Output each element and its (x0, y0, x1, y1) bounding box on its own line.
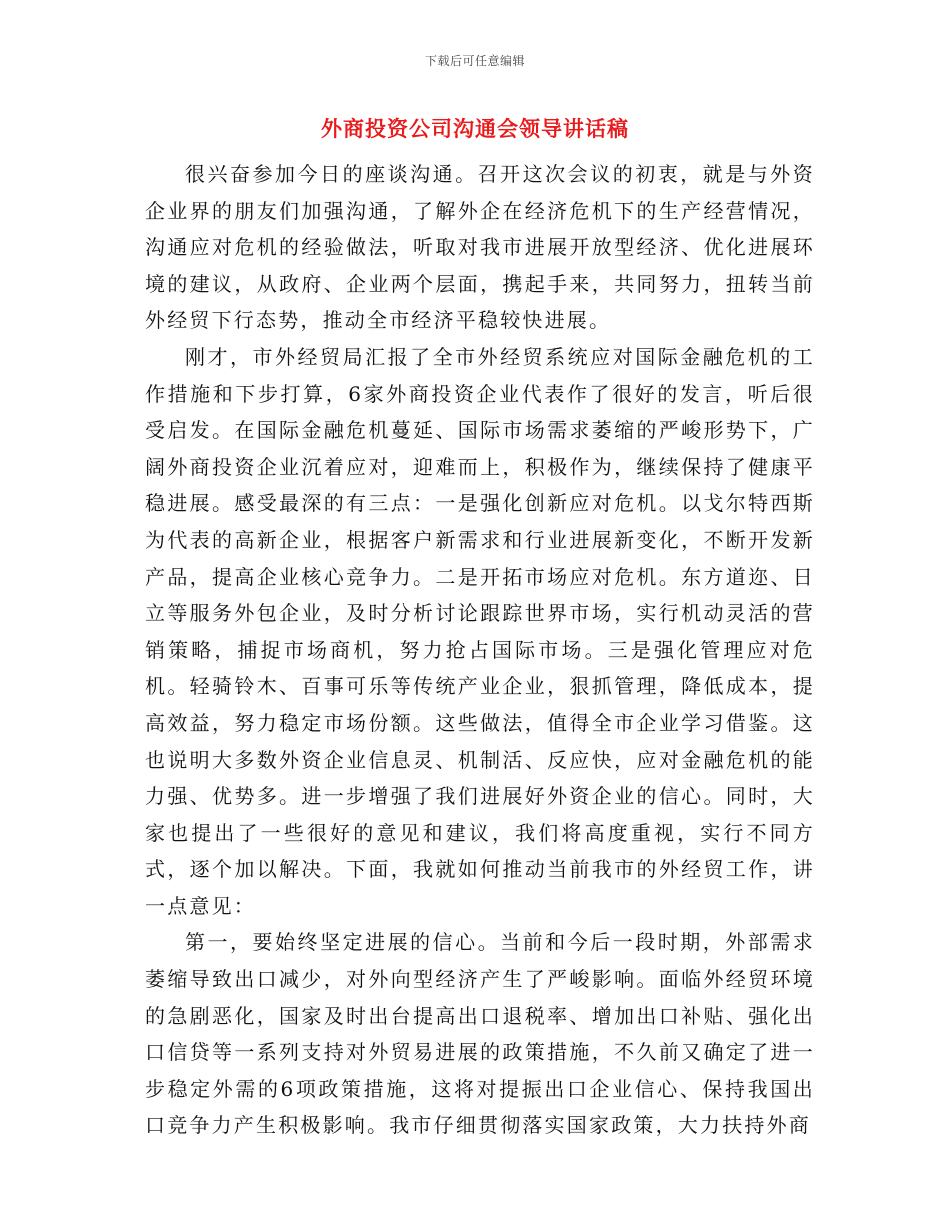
document-title: 外商投资公司沟通会领导讲话稿 (321, 116, 629, 141)
header-note: 下载后可任意编辑 (424, 54, 525, 68)
document-body (145, 156, 815, 1144)
paragraph-review: 刚才，市外经贸局汇报了全市外经贸系统应对国际金融危机的工作措施和下步打算，6家外商投资企业代表作了很好的发言，听后很受启发。在国际金融危机蔓延、国际市场需求萎缩的严峻形势下，广阔外商投资企业沉着应对，迎难而上，积极作为，继续保持了健康平稳进展。感受最深的有三点：一是强化创新应对危机。以戈尔特西斯为代表的高新企业，根据客户新需求和行业进展新变化，不断开发新产品，提高企业核心竞争力。二是开拓市场应对危机。东方道迩、日立等服务外包企业，及时分析讨论跟踪世界市场，实行机动灵活的营销策略，捕捉市场商机，努力抢占国际市场。三是强化管理应对危机。轻骑铃木、百事可乐等传统产业企业，狠抓管理，降低成本，提高效益，努力稳定市场份额。这些做法，值得全市企业学习借鉴。这也说明大多数外资企业信息灵、机制活、反应快，应对金融危机的能力强、优势多。进一步增强了我们进展好外资企业的信心。同时，大家也提出了一些很好的意见和建议，我们将高度重视，实行不同方式，逐个加以解决。下面，我就如何推动当前我市的外经贸工作，讲一点意见： (145, 344, 815, 918)
paragraph-point-one: 第一，要始终坚定进展的信心。当前和今后一段时期，外部需求萎缩导致出口减少，对外向型经济产生了严峻影响。面临外经贸环境的急剧恶化，国家及时出台提高出口退税率、增加出口补贴、强化出口信贷等一系列支持对外贸易进展的政策措施，不久前又确定了进一步稳定外需的6项政策措施，这将对提振出口企业信心、保持我国出口竞争力产生积极影响。我市仔细贯彻落实国家政策，大力扶持外商 (145, 930, 815, 1138)
paragraph-opening: 很兴奋参加今日的座谈沟通。召开这次会议的初衷，就是与外资企业界的朋友们加强沟通，了解外企在经济危机下的生产经营情况，沟通应对危机的经验做法，听取对我市进展开放型经济、优化进展环境的建议，从政府、企业两个层面，携起手来，共同努力，扭转当前外经贸下行态势，推动全市经济平稳较快进展。 (145, 162, 815, 333)
